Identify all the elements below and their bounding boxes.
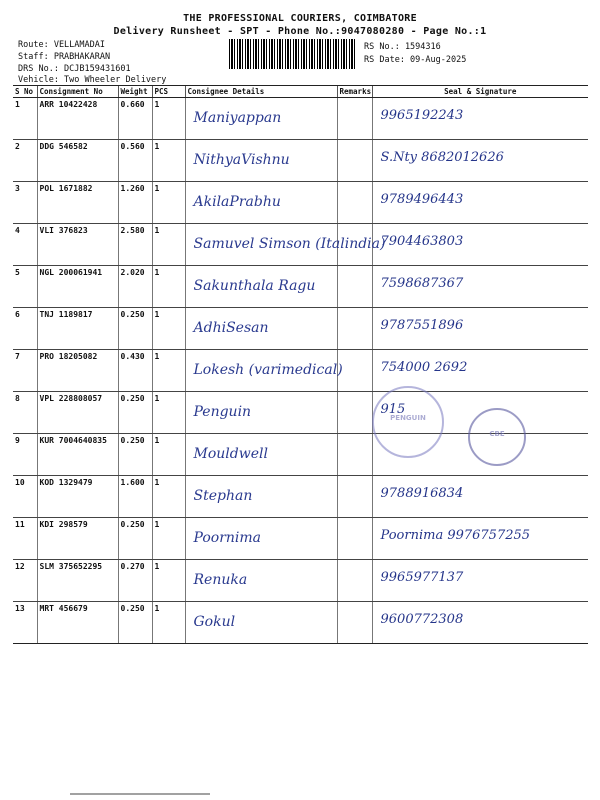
cell-pcs: [152, 518, 185, 560]
table-row: [13, 560, 588, 602]
cell-pcs-text: 1: [154, 142, 160, 151]
cell-consignee: [185, 224, 386, 266]
cell-consignee: [185, 140, 337, 182]
cell-signature-text: 9965977137: [380, 570, 464, 585]
cell-consignment-no: [37, 350, 118, 392]
cell-sno: [13, 266, 37, 308]
cell-pcs: [152, 224, 185, 266]
cell-remarks: [337, 182, 372, 224]
cell-sno: [13, 434, 37, 476]
cell-signature-text: 9788916834: [380, 486, 464, 501]
cell-pcs-text: 1: [154, 352, 160, 361]
cell-signature: [372, 98, 588, 140]
cell-pcs-text: 1: [154, 226, 160, 235]
cell-weight-text: 2.580: [120, 226, 145, 235]
cell-sno-text: 5: [15, 268, 20, 277]
seal-stamp: PENGUIN: [372, 386, 444, 458]
cell-consignee: [185, 434, 337, 476]
cell-weight: [118, 140, 152, 182]
cell-weight-text: 0.250: [120, 310, 145, 319]
cell-signature: [372, 308, 588, 350]
cell-pcs-text: 1: [154, 100, 160, 109]
cell-signature-text: 9600772308: [380, 612, 464, 627]
cell-sno-text: 2: [15, 142, 20, 151]
company-title: THE PROFESSIONAL COURIERS, COIMBATORE: [183, 13, 417, 24]
cell-signature-text: 9787551896: [380, 318, 464, 333]
cell-consignment-no: [37, 224, 118, 266]
cell-consignee-text: Samuvel Simson (Italindia): [193, 236, 386, 252]
cell-sno-text: 1: [15, 100, 20, 109]
cell-consignment-no: [37, 560, 118, 602]
cell-pcs: [152, 308, 185, 350]
cell-remarks: [337, 392, 372, 434]
cell-weight-text: 2.020: [120, 268, 145, 277]
cell-remarks: [337, 266, 372, 308]
cell-consignee: [185, 266, 337, 308]
cell-consignee: [185, 560, 337, 602]
table-row: [13, 266, 588, 308]
cell-weight: [118, 266, 152, 308]
cell-sno: [13, 182, 37, 224]
cell-remarks: [337, 434, 372, 476]
cell-consignment-no: [37, 266, 118, 308]
cell-weight-text: 0.430: [120, 352, 145, 361]
cell-pcs-text: 1: [154, 184, 160, 193]
cell-pcs: [152, 602, 185, 644]
cell-consignee: [185, 350, 343, 392]
cell-sno-text: 11: [15, 520, 25, 529]
cell-weight: [118, 560, 152, 602]
cell-consignee: [185, 392, 337, 434]
cell-weight: [118, 182, 152, 224]
cell-consignee: [185, 182, 337, 224]
rs-number: RS No.: 1594316: [364, 42, 441, 52]
cell-consignee: [185, 602, 337, 644]
cell-consignment-no-text: TNJ 1189817: [39, 310, 93, 319]
cell-signature-text: 9965192243: [380, 108, 464, 123]
cell-signature: [372, 182, 588, 224]
table-row: [13, 518, 588, 560]
cell-consignment-no-text: VLI 376823: [39, 226, 88, 235]
cell-pcs: [152, 350, 185, 392]
cell-weight: [118, 602, 152, 644]
cell-consignment-no: [37, 308, 118, 350]
cell-consignee-text: Sakunthala Ragu: [193, 278, 316, 294]
cell-consignment-no-text: DDG 546582: [39, 142, 88, 151]
cell-sno-text: 8: [15, 394, 20, 403]
cell-consignment-no: [37, 392, 118, 434]
cell-pcs: [152, 140, 185, 182]
cell-pcs: [152, 434, 185, 476]
cell-consignee: [185, 308, 337, 350]
cell-consignee-text: NithyaVishnu: [193, 152, 290, 168]
cell-sno-text: 9: [15, 436, 20, 445]
cell-consignee-text: Gokul: [193, 614, 236, 630]
table-row: [13, 140, 588, 182]
cell-signature: [372, 518, 588, 560]
cell-signature: [372, 266, 588, 308]
cell-consignment-no: [37, 98, 118, 140]
cell-remarks: [337, 560, 372, 602]
cell-weight-text: 0.660: [120, 100, 145, 109]
cell-pcs: [152, 182, 185, 224]
cell-consignment-no-text: ARR 10422428: [39, 100, 98, 109]
cell-sno: [13, 350, 37, 392]
table-row: [13, 602, 588, 644]
cell-sno: [13, 392, 37, 434]
cell-pcs-text: 1: [154, 394, 160, 403]
cell-sno-text: 6: [15, 310, 20, 319]
route-label: Route: VELLAMADAI: [18, 40, 105, 50]
table-row: [13, 308, 588, 350]
cell-weight: [118, 98, 152, 140]
cell-signature: [372, 476, 588, 518]
cell-weight-text: 0.560: [120, 142, 145, 151]
cell-signature-text: 9789496443: [380, 192, 464, 207]
cell-remarks: [337, 476, 372, 518]
cell-weight: [118, 224, 152, 266]
cell-consignment-no: [37, 434, 118, 476]
cell-sno: [13, 602, 37, 644]
cell-pcs-text: 1: [154, 436, 160, 445]
cell-signature-text: Poornima 9976757255: [380, 528, 531, 543]
cell-weight-text: 0.250: [120, 604, 145, 613]
cell-consignment-no-text: VPL 228808057: [39, 394, 103, 403]
cell-sno: [13, 140, 37, 182]
cell-pcs-text: 1: [154, 310, 160, 319]
cell-weight: [118, 392, 152, 434]
cell-consignment-no-text: NGL 200061941: [39, 268, 103, 277]
cell-consignee: [185, 98, 337, 140]
cell-consignment-no: [37, 182, 118, 224]
cell-sno-text: 12: [15, 562, 25, 571]
drs-number: DRS No.: DCJB159431601: [18, 64, 131, 74]
cell-weight: [118, 350, 152, 392]
cell-pcs: [152, 560, 185, 602]
cell-consignment-no: [37, 518, 118, 560]
col-pcs: PCS: [152, 86, 185, 98]
cell-remarks: [337, 140, 372, 182]
cell-sno: [13, 308, 37, 350]
cell-sno-text: 13: [15, 604, 25, 613]
runsheet-table: [13, 85, 588, 644]
vehicle-label: Vehicle: Two Wheeler Delivery: [18, 75, 167, 85]
barcode-image: [229, 39, 356, 69]
cell-sno: [13, 476, 37, 518]
cell-sno-text: 10: [15, 478, 25, 487]
cell-sno-text: 7: [15, 352, 20, 361]
cell-weight-text: 1.600: [120, 478, 145, 487]
cell-consignee: [185, 518, 337, 560]
table-header-row: [13, 86, 588, 98]
cell-weight-text: 0.270: [120, 562, 145, 571]
cell-consignment-no-text: MRT 456679: [39, 604, 88, 613]
cell-pcs: [152, 266, 185, 308]
cell-pcs-text: 1: [154, 562, 160, 571]
cell-consignment-no-text: SLM 375652295: [39, 562, 103, 571]
cell-sno-text: 4: [15, 226, 20, 235]
table-row: [13, 182, 588, 224]
cell-weight: [118, 476, 152, 518]
cell-signature: [372, 560, 588, 602]
seal-stamp-coimbatore: CBE: [468, 408, 526, 466]
cell-weight-text: 0.250: [120, 520, 145, 529]
footer-scribble: [70, 793, 210, 799]
cell-consignment-no: [37, 476, 118, 518]
cell-consignee: [185, 476, 337, 518]
cell-sno: [13, 518, 37, 560]
cell-consignee-text: AkilaPrabhu: [193, 194, 281, 210]
cell-consignment-no-text: KOD 1329479: [39, 478, 93, 487]
cell-sno-text: 3: [15, 184, 20, 193]
col-sno: S No: [13, 86, 37, 98]
cell-consignee-text: Lokesh (varimedical): [193, 362, 343, 378]
cell-consignment-no-text: POL 1671882: [39, 184, 93, 193]
cell-remarks: [337, 308, 372, 350]
cell-signature-text: 7904463803: [380, 234, 464, 249]
cell-weight-text: 1.260: [120, 184, 145, 193]
cell-signature-text: S.Nty 8682012626: [380, 150, 504, 165]
cell-pcs: [152, 476, 185, 518]
table-row: [13, 98, 588, 140]
staff-label: Staff: PRABHAKARAN: [18, 52, 111, 62]
table-row: [13, 224, 588, 266]
col-weight: Weight: [118, 86, 152, 98]
cell-signature: [372, 224, 588, 266]
runsheet-subtitle: Delivery Runsheet - SPT - Phone No.:9047080280 - Page No.:1: [113, 26, 487, 37]
cell-consignee-text: Renuka: [193, 572, 248, 588]
table-row: [13, 476, 588, 518]
cell-sno: [13, 224, 37, 266]
cell-remarks: [337, 602, 372, 644]
cell-weight: [118, 434, 152, 476]
cell-pcs-text: 1: [154, 604, 160, 613]
cell-pcs-text: 1: [154, 520, 160, 529]
cell-consignee-text: Maniyappan: [193, 110, 282, 126]
cell-pcs: [152, 392, 185, 434]
cell-weight-text: 0.250: [120, 436, 145, 445]
cell-weight: [118, 308, 152, 350]
cell-consignee-text: AdhiSesan: [193, 320, 269, 336]
cell-consignment-no: [37, 602, 118, 644]
cell-signature-text: 7598687367: [380, 276, 464, 291]
cell-remarks: [337, 518, 372, 560]
cell-sno: [13, 98, 37, 140]
col-consignment: Consignment No: [37, 86, 118, 98]
col-remarks: Remarks: [337, 86, 372, 98]
cell-consignee-text: Poornima: [193, 530, 262, 546]
cell-pcs-text: 1: [154, 478, 160, 487]
cell-signature-text: 915: [380, 402, 406, 417]
cell-consignment-no-text: KDI 298579: [39, 520, 88, 529]
cell-weight-text: 0.250: [120, 394, 145, 403]
cell-weight: [118, 518, 152, 560]
cell-signature: [372, 602, 588, 644]
rs-date: RS Date: 09-Aug-2025: [364, 55, 467, 65]
table-row: [13, 350, 588, 392]
cell-pcs: [152, 98, 185, 140]
cell-remarks: [337, 98, 372, 140]
cell-consignee-text: Stephan: [193, 488, 253, 504]
cell-consignee-text: Mouldwell: [193, 446, 268, 462]
cell-consignment-no-text: KUR 7004640835: [39, 436, 107, 445]
cell-signature: [372, 140, 588, 182]
col-signature: Seal & Signature: [372, 86, 588, 98]
cell-sno: [13, 560, 37, 602]
cell-pcs-text: 1: [154, 268, 160, 277]
cell-consignment-no: [37, 140, 118, 182]
col-consignee: Consignee Details: [185, 86, 337, 98]
cell-consignment-no-text: PRO 18205082: [39, 352, 98, 361]
cell-consignee-text: Penguin: [193, 404, 252, 420]
cell-signature-text: 754000 2692: [380, 360, 468, 375]
